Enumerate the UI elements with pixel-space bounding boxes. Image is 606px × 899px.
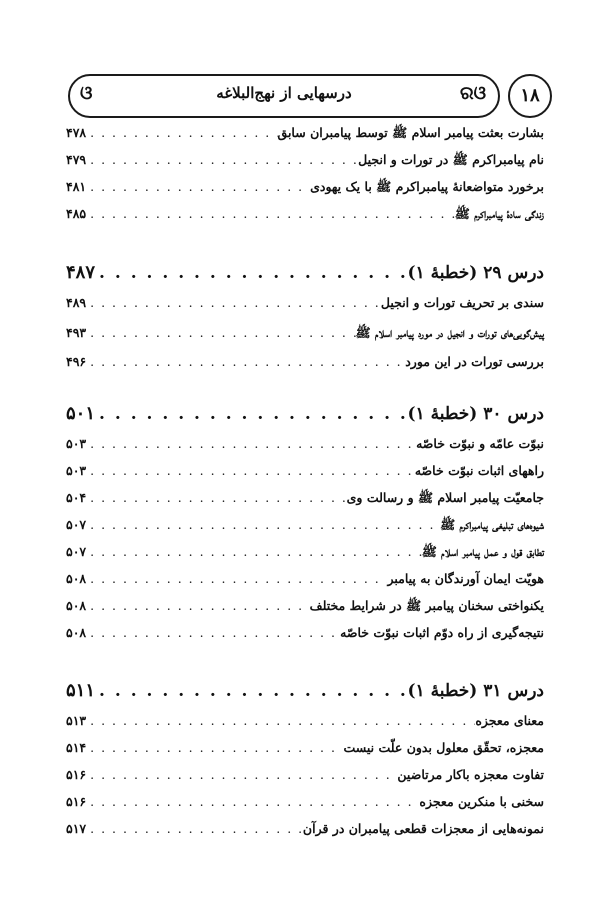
dot-leader <box>95 263 407 283</box>
dot-leader <box>86 821 303 836</box>
toc-entry <box>66 544 544 570</box>
toc-entry-title: معجزه، تحقّق معلول بدون علّت نیست <box>343 740 544 755</box>
toc-entry-title: بررسی تورات در این مورد <box>405 354 544 369</box>
toc-entry <box>66 490 544 516</box>
page-number: ۱۸ <box>508 74 552 118</box>
toc-entry <box>66 179 544 205</box>
toc-entry-page: ۵۱۶ <box>66 794 87 809</box>
lesson-title: درس ۳۱ (خطبهٔ ۱) <box>407 681 544 701</box>
toc-entry <box>66 598 544 624</box>
toc-entry-page: ۴۹۶ <box>66 354 87 369</box>
toc-entry-page: ۵۰۳ <box>66 463 87 478</box>
toc-entry-page: ۵۰۷ <box>66 517 87 532</box>
toc-entry <box>66 571 544 597</box>
dot-leader <box>86 354 405 369</box>
dot-leader <box>86 544 422 559</box>
toc-entry-page: ۴۷۹ <box>66 152 87 167</box>
toc-entry-page: ۵۰۴ <box>66 490 87 505</box>
toc-entry <box>66 325 544 351</box>
toc-entry-title: سخنی با منکرین معجزه <box>419 794 544 809</box>
dot-leader <box>95 404 407 424</box>
dot-leader <box>86 517 440 532</box>
toc-entry-title: معنای معجزه <box>475 713 544 728</box>
toc-entry <box>66 740 544 766</box>
toc-entry-page: ۴۷۸ <box>66 125 87 140</box>
ornament-right-icon: ରଓ <box>459 83 486 104</box>
toc-entry-title: جامعیّت پیامبر اسلام ﷺ و رسالت وی <box>346 490 544 505</box>
toc-entry-page: ۵۰۸ <box>66 625 87 640</box>
lesson-heading <box>66 403 544 437</box>
toc-entry-page: ۵۱۶ <box>66 767 87 782</box>
ornament-left-icon: ଓ <box>80 83 93 104</box>
dot-leader <box>86 152 358 167</box>
toc-entry <box>66 295 544 321</box>
toc-entry <box>66 125 544 151</box>
toc-entry <box>66 625 544 651</box>
lesson-page: ۵۰۱ <box>66 403 96 424</box>
dot-leader <box>86 794 419 809</box>
toc-entry-page: ۵۱۷ <box>66 821 87 836</box>
toc-entry-title: نتیجه‌گیری از راه دوّم اثبات نبوّت خاصّه <box>340 625 544 640</box>
dot-leader <box>86 625 340 640</box>
lesson-page: ۵۱۱ <box>66 680 96 701</box>
dot-leader <box>86 463 415 478</box>
dot-leader <box>86 598 309 613</box>
dot-leader <box>95 681 407 701</box>
toc-entry <box>66 821 544 847</box>
toc-entry-title: تفاوت معجزه باکار مرتاضین <box>397 767 544 782</box>
dot-leader <box>86 436 416 451</box>
toc-entry <box>66 463 544 489</box>
dot-leader <box>86 767 397 782</box>
dot-leader <box>86 179 310 194</box>
lesson-title: درس ۳۰ (خطبهٔ ۱) <box>407 404 544 424</box>
toc-entry-title: هویّت ایمان آورندگان به پیامبر <box>387 571 544 586</box>
toc-entry-page: ۴۸۵ <box>66 206 87 221</box>
toc-entry-page: ۵۱۳ <box>66 713 87 728</box>
toc-entry-page: ۵۰۳ <box>66 436 87 451</box>
toc-entry <box>66 517 544 543</box>
dot-leader <box>86 713 475 728</box>
toc-entry-title: زندگی سادهٔ پیامبراکرم ﷺ <box>454 206 544 221</box>
toc-entry-title: تطابق قول و عمل پیامبر اسلام ﷺ <box>421 544 544 559</box>
toc-entry-page: ۵۰۸ <box>66 598 87 613</box>
toc-entry-title: نمونه‌هایی از معجزات قطعی پیامبران در قرآن <box>302 821 544 836</box>
lesson-heading <box>66 262 544 296</box>
toc-entry-title: سندی بر تحریف تورات و انجیل <box>380 295 544 310</box>
toc-entry-title: نبوّت عامّه و نبوّت خاصّه <box>416 436 544 451</box>
toc-entry <box>66 436 544 462</box>
toc-entry-page: ۴۸۱ <box>66 179 87 194</box>
toc-entry-title: برخورد متواضعانهٔ پیامبراکرم ﷺ با یک یهودی <box>310 179 544 194</box>
dot-leader <box>86 125 277 140</box>
lesson-title: درس ۲۹ (خطبهٔ ۱) <box>407 263 544 283</box>
dot-leader <box>86 740 343 755</box>
toc-entry-page: ۵۱۴ <box>66 740 87 755</box>
toc-entry-title: نام پیامبراکرم ﷺ در تورات و انجیل <box>358 152 544 167</box>
lesson-heading <box>66 680 544 714</box>
dot-leader <box>86 295 381 310</box>
toc-entry-page: ۴۹۳ <box>66 325 87 340</box>
lesson-page: ۴۸۷ <box>66 262 96 283</box>
toc-entry-title: راههای اثبات نبوّت خاصّه <box>414 463 544 478</box>
toc-entry <box>66 206 544 232</box>
toc-entry-page: ۴۸۹ <box>66 295 87 310</box>
toc-entry <box>66 354 544 380</box>
running-header <box>68 74 500 118</box>
toc-entry <box>66 794 544 820</box>
toc-entry-title: یکنواختی سخنان پیامبر ﷺ در شرایط مختلف <box>309 598 544 613</box>
toc-entry-title: شیوه‌های تبلیغی پیامبراکرم ﷺ <box>440 517 544 532</box>
toc-entry-page: ۵۰۷ <box>66 544 87 559</box>
toc-entry-title: بشارت بعثت پیامبر اسلام ﷺ توسط پیامبران سابق <box>277 125 544 140</box>
toc-entry <box>66 767 544 793</box>
dot-leader <box>86 490 346 505</box>
toc-entry <box>66 152 544 178</box>
dot-leader <box>86 325 355 340</box>
toc-entry-page: ۵۰۸ <box>66 571 87 586</box>
toc-entry <box>66 713 544 739</box>
header-title: درسهایی از نهج‌البلاغه <box>216 84 352 102</box>
dot-leader <box>86 206 455 221</box>
dot-leader <box>86 571 387 586</box>
toc-entry-title: پیش‌گویی‌های تورات و انجیل در مورد پیامبر اسلام ﷺ <box>355 325 544 340</box>
